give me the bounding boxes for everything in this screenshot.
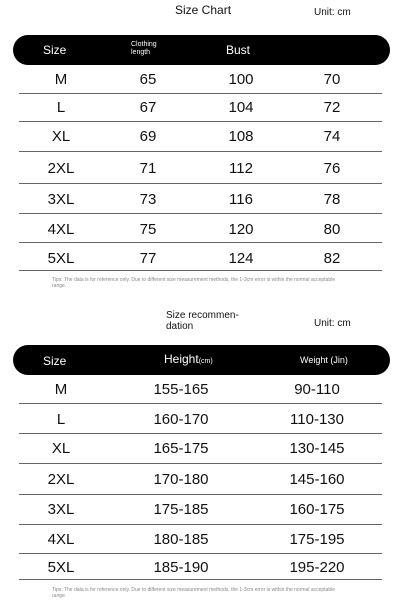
cell-weight: 175-195: [289, 531, 345, 548]
cell-extra: 74: [323, 128, 341, 145]
cell-weight: 145-160: [289, 471, 345, 488]
cell-height: 155-165: [153, 381, 209, 398]
table-row: [19, 495, 382, 525]
header-bust: Bust: [226, 43, 251, 57]
cell-size: XL: [51, 440, 71, 457]
cell-size: 4XL: [47, 531, 75, 548]
table-row: [19, 376, 382, 404]
cell-extra: 82: [323, 250, 341, 267]
header-height-unit: (cm): [198, 358, 213, 365]
header-size: Size: [43, 43, 67, 57]
table-row: [19, 434, 382, 464]
cell-size: M: [54, 71, 68, 88]
cell-bust: 120: [228, 221, 254, 238]
table-row: [19, 404, 382, 434]
cell-bust: 124: [228, 250, 254, 267]
cell-length: 73: [139, 191, 157, 208]
size-chart-tips: [52, 277, 382, 289]
header-clothing-length-line2: length: [131, 49, 151, 56]
tips-line2: range.: [52, 283, 67, 289]
table-row: [19, 152, 382, 184]
table-row: [19, 525, 382, 554]
cell-size: 2XL: [47, 160, 75, 177]
cell-height: 185-190: [153, 559, 209, 576]
cell-size: 5XL: [47, 559, 75, 576]
cell-size: 4XL: [47, 221, 75, 238]
cell-bust: 108: [228, 128, 254, 145]
cell-weight: 130-145: [289, 440, 345, 457]
header-height: [164, 352, 213, 366]
cell-bust: 112: [229, 160, 253, 177]
header-clothing-length: [131, 41, 157, 57]
cell-extra: 70: [323, 71, 341, 88]
cell-bust: 116: [229, 191, 253, 208]
cell-size: L: [56, 411, 66, 428]
table-row: [19, 184, 382, 214]
cell-weight: 90-110: [294, 381, 340, 398]
cell-length: 71: [139, 160, 157, 177]
cell-size: M: [54, 381, 68, 398]
cell-extra: 80: [323, 221, 341, 238]
cell-extra: 72: [323, 99, 341, 116]
cell-length: 65: [139, 71, 157, 88]
table-row: [19, 464, 382, 495]
cell-height: 170-180: [153, 471, 209, 488]
size-chart-title: Size Chart: [175, 3, 232, 17]
cell-weight: 195-220: [289, 559, 345, 576]
cell-bust: 100: [228, 71, 254, 88]
cell-height: 175-185: [153, 501, 209, 518]
size-chart-header: [13, 35, 390, 65]
cell-extra: 76: [323, 160, 341, 177]
tips-line1: Tips: The data is for reference only. Due to different size measurement methods, the 1-3cm error is within the normal acceptable: [52, 587, 336, 593]
size-recommendation-tips: [52, 587, 382, 599]
header-height-label: Height: [164, 352, 199, 366]
table-row: [19, 243, 382, 271]
cell-length: 67: [139, 99, 157, 116]
header-clothing-length-line1: Clothing: [131, 41, 157, 48]
table-row: [19, 66, 382, 94]
header-weight: Weight (Jin): [300, 355, 348, 365]
cell-size: XL: [51, 128, 71, 145]
table-row: [19, 122, 382, 152]
table-row: [19, 94, 382, 122]
tips-line2: range.: [52, 593, 67, 599]
size-recommendation-header: [13, 345, 390, 375]
cell-bust: 104: [228, 99, 254, 116]
cell-size: L: [56, 99, 66, 116]
cell-size: 3XL: [47, 501, 75, 518]
cell-height: 165-175: [153, 440, 209, 457]
cell-height: 160-170: [153, 411, 209, 428]
cell-length: 77: [139, 250, 157, 267]
header-size: Size: [43, 354, 67, 368]
size-recommendation-title-line1: Size recommen-: [166, 310, 239, 321]
cell-length: 75: [139, 221, 157, 238]
tips-line1: Tips: The data is for reference only. Due to different size measurement methods, the 1-3cm error is within the normal acceptable: [52, 277, 336, 283]
cell-length: 69: [139, 128, 157, 145]
table-row: [19, 214, 382, 243]
cell-size: 2XL: [47, 471, 75, 488]
table-row: [19, 554, 382, 580]
cell-weight: 110-130: [290, 411, 344, 428]
cell-weight: 160-175: [289, 501, 345, 518]
cell-extra: 78: [323, 191, 341, 208]
size-recommendation-title: [166, 310, 239, 332]
size-chart-unit: Unit: cm: [314, 7, 351, 18]
cell-size: 5XL: [47, 250, 75, 267]
cell-height: 180-185: [153, 531, 209, 548]
cell-size: 3XL: [47, 191, 75, 208]
size-recommendation-unit: Unit: cm: [314, 318, 351, 329]
size-recommendation-title-line2: dation: [166, 321, 194, 332]
